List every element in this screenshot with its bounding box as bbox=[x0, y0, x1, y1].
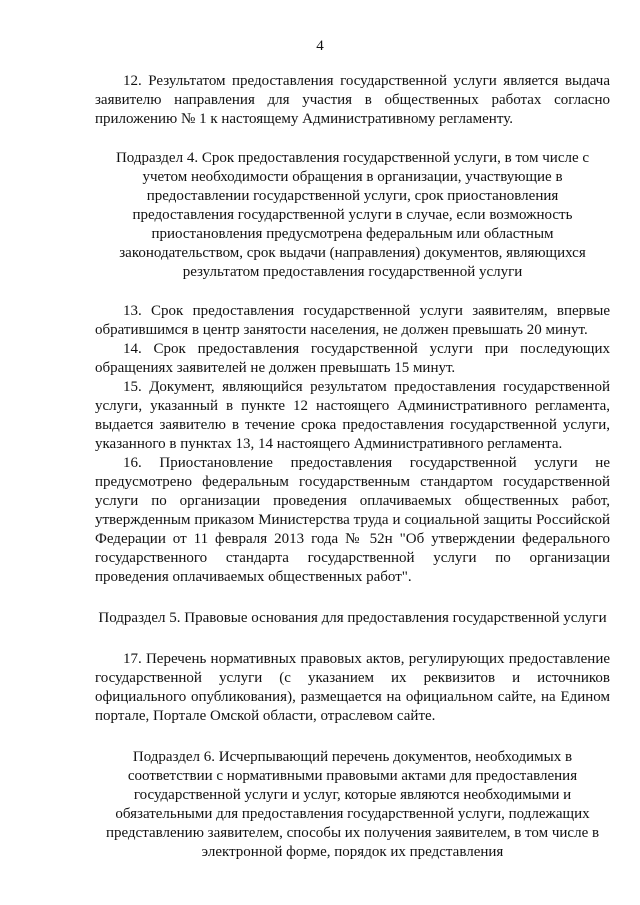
subsection-6-heading: Подраздел 6. Исчерпывающий перечень документов, необходимых в соответствии с нормативными правовыми актами для предоставления государственной услуги и услуг, которые являются необходимыми и обязательными для предоставления государственной услуги, подлежащих представлению заявителем, способы их получения заявителем, в том числе в электронной форме, порядок их представления bbox=[105, 749, 600, 860]
paragraph-15: 15. Документ, являющийся результатом предоставления государственной услуги, указанный в пункте 12 настоящего Административного регламента, выдается заявителю в течение срока предоставления государственной услуги, указанного в пунктах 13, 14 настоящего Административного регламента. bbox=[95, 379, 610, 452]
subsection-4-heading: Подраздел 4. Срок предоставления государственной услуги, в том числе с учетом необходимости обращения в организации, участвующие в предоставлении государственной услуги, срок приостановления предоставления государственной услуги в случае, если возможность приостановления предусмотрена федеральным или областным законодательством, срок выдачи (направления) документов, являющихся результатом предоставления государственной услуги bbox=[115, 150, 590, 280]
paragraph-13: 13. Срок предоставления государственной услуги заявителям, впервые обратившимся в центр занятости населения, не должен превышать 20 минут. bbox=[95, 303, 610, 338]
paragraph-17: 17. Перечень нормативных правовых актов, регулирующих предоставление государственной услуги (с указанием их реквизитов и источников официального опубликования), размещается на официальном сайте, на Едином портале, Портале Омской области, отраслевом сайте. bbox=[95, 651, 610, 724]
paragraph-16: 16. Приостановление предоставления государственной услуги не предусмотрено федеральным государственным стандартом государственной услуги по организации проведения оплачиваемых общественных работ, утвержденным приказом Министерства труда и социальной защиты Российской Федерации от 11 февраля 2013 года № 52н "Об утверждении федерального государственного стандарта государственной услуги по организации проведения оплачиваемых общественных работ". bbox=[95, 455, 610, 585]
paragraph-14: 14. Срок предоставления государственной услуги при последующих обращениях заявителей не должен превышать 15 минут. bbox=[95, 341, 610, 376]
document-body bbox=[95, 72, 610, 862]
subsection-5-heading: Подраздел 5. Правовые основания для предоставления государственной услуги bbox=[98, 610, 607, 626]
page-number: 4 bbox=[316, 38, 324, 54]
paragraph-12: 12. Результатом предоставления государственной услуги является выдача заявителю направления для участия в общественных работах согласно приложению № 1 к настоящему Административному регламенту. bbox=[95, 73, 610, 127]
